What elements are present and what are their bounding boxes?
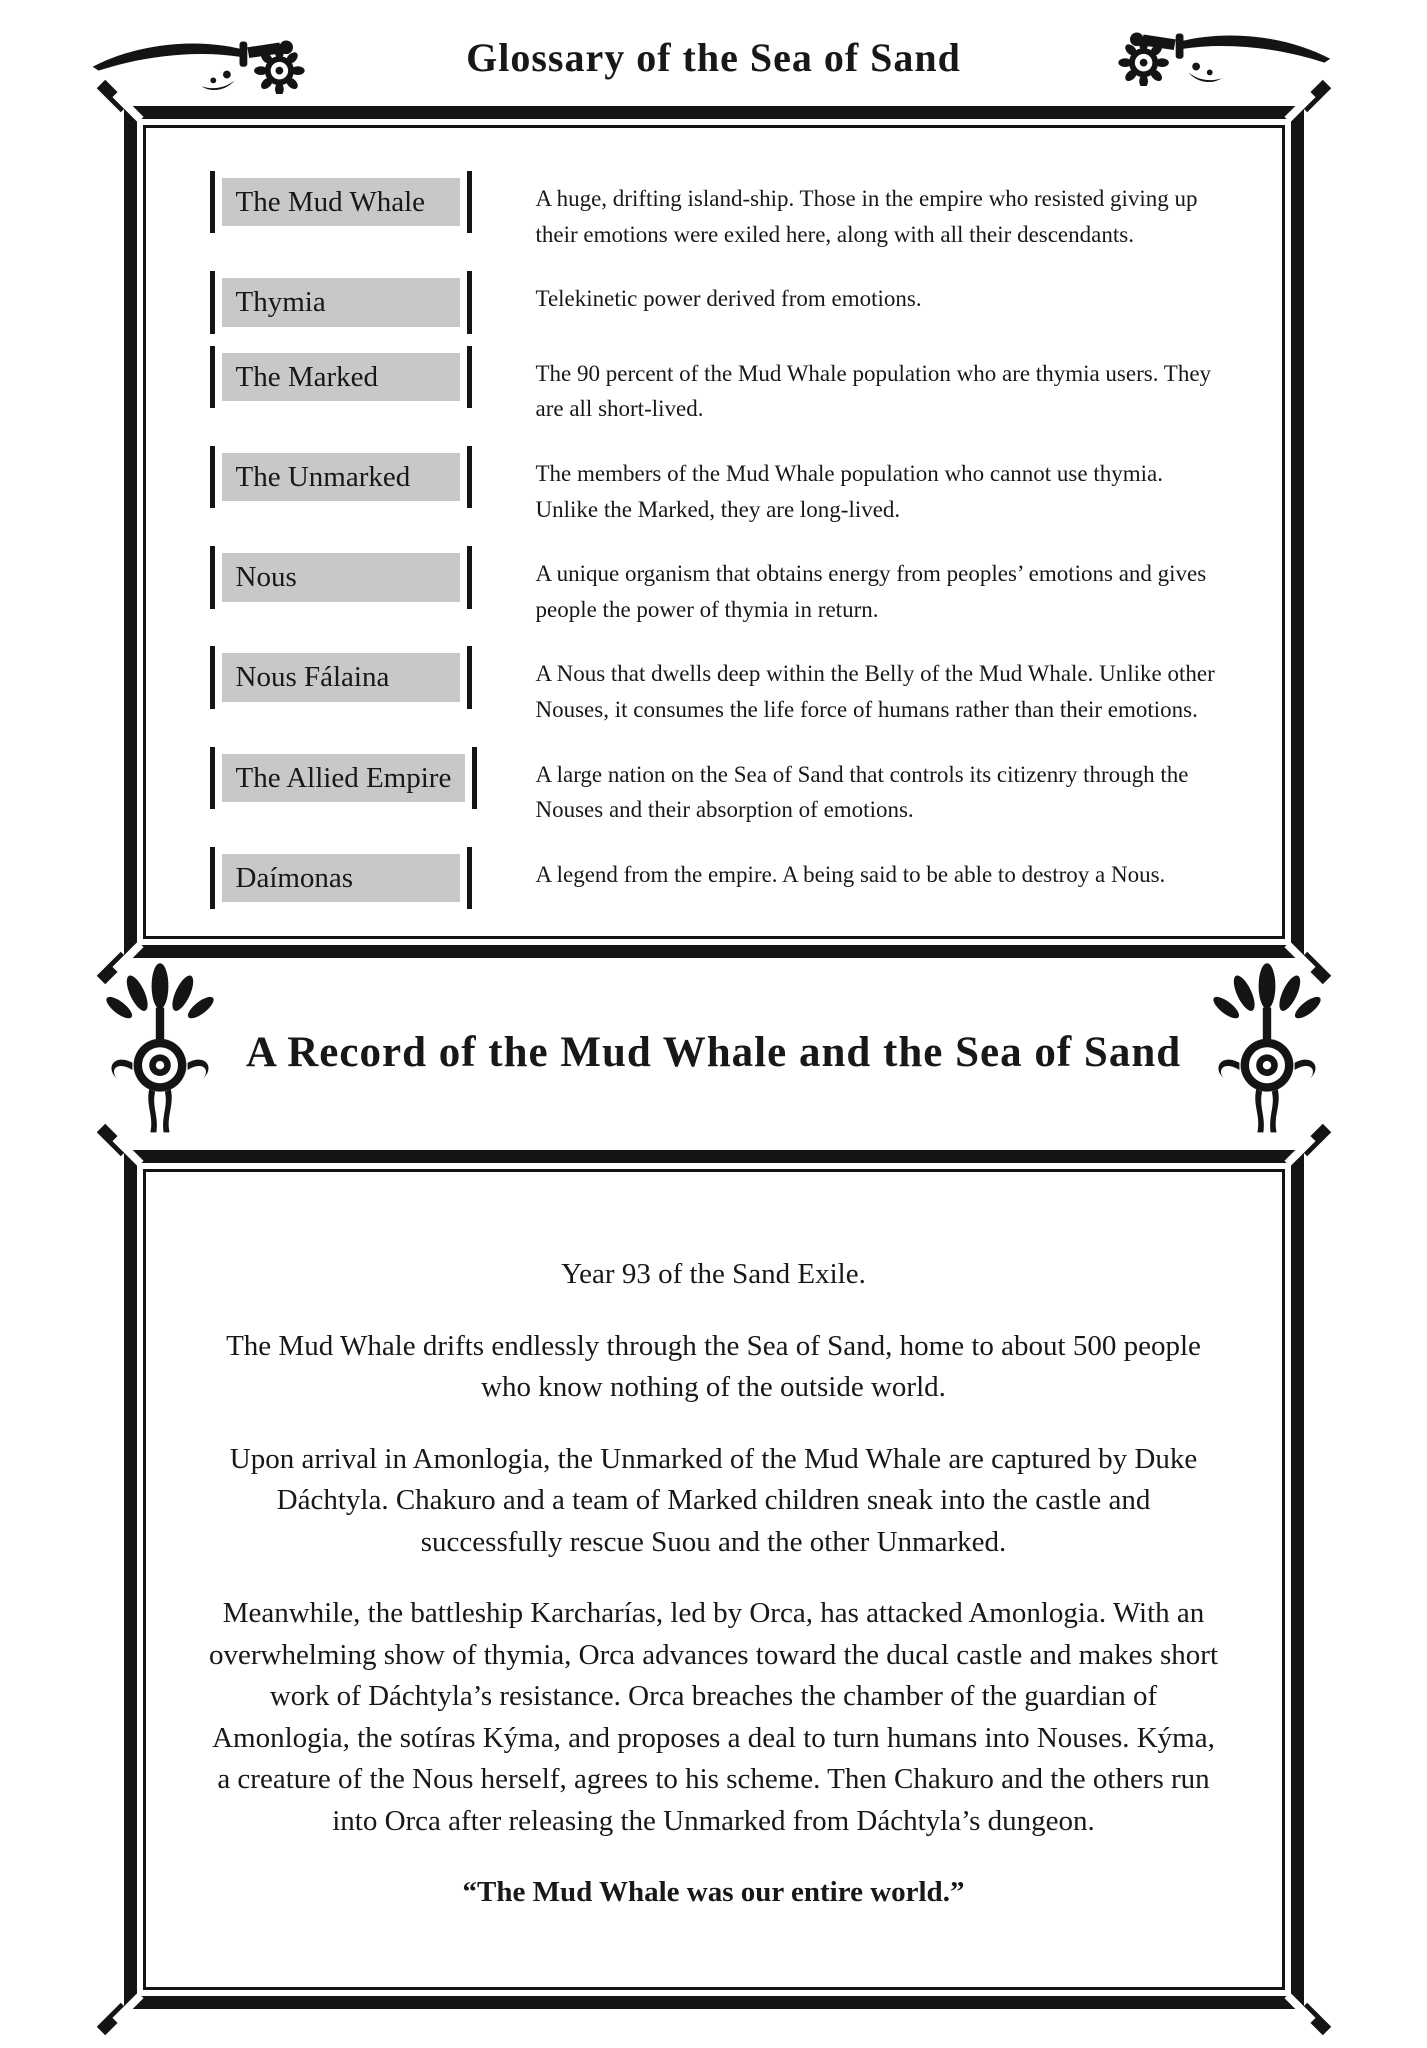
glossary-term: Nous	[222, 553, 460, 601]
glossary-entry	[208, 854, 1230, 902]
glossary-definition: Telekinetic power derived from emotions.	[535, 286, 922, 312]
record-paragraph: Meanwhile, the battleship Karcharías, led by Orca, has attacked Amonlogia. With an overwhelming show of thymia, Orca advances toward the ducal castle and makes short work of Dáchtyla’s resistance. Orca breaches the chamber of the guardian of Amonlogia, the sotíras Kýma, and proposes a deal to turn humans into Nouses. Kýma, a creature of the Nous herself, agrees to his scheme. Then Chakuro and the others run into Orca after releasing the Unmarked from Dáchtyla’s dungeon.	[208, 1597, 1219, 1837]
glossary-term-column	[208, 553, 510, 601]
record-paragraph: The Mud Whale drifts endlessly through the Sea of Sand, home to about 500 people who know nothing of the outside world.	[226, 1329, 1201, 1404]
dagger-ornament-icon	[1100, 16, 1335, 86]
glossary-term: Nous Fálaina	[222, 653, 460, 701]
glossary-definition: A Nous that dwells deep within the Belly of the Mud Whale. Unlike other Nouses, it consumes the life force of humans rather than their emotions.	[535, 661, 1215, 723]
record-title: A Record of the Mud Whale and the Sea of Sand	[245, 1029, 1182, 1077]
record-frame-inner	[143, 1169, 1285, 1990]
glossary-term-column	[208, 754, 510, 802]
record-header	[0, 958, 1427, 1150]
glossary-definition: The 90 percent of the Mud Whale population who are thymia users. They are all short-lived.	[535, 360, 1212, 422]
record-paragraph: Upon arrival in Amonlogia, the Unmarked of the Mud Whale are captured by Duke Dáchtyla. Chakuro and a team of Marked children sneak into the castle and successfully rescue Suou and the other Unmarked.	[229, 1442, 1198, 1558]
glossary-term-column	[208, 278, 510, 326]
record-panel	[124, 1150, 1304, 2009]
glossary-entry	[208, 653, 1230, 727]
manga-glossary-page	[0, 8, 1427, 2009]
glossary-term-column	[208, 453, 510, 501]
glossary-term-column	[208, 353, 510, 401]
record-paragraph: Year 93 of the Sand Exile.	[561, 1258, 866, 1291]
feather-rosette-ornament-icon	[1207, 962, 1327, 1142]
glossary-term: The Mud Whale	[222, 178, 460, 226]
glossary-definition: A large nation on the Sea of Sand that controls its citizenry through the Nouses and their absorption of emotions.	[535, 761, 1189, 823]
record-quote: “The Mud Whale was our entire world.”	[462, 1876, 965, 1908]
glossary-title: Glossary of the Sea of Sand	[466, 35, 961, 80]
glossary-term-column	[208, 854, 510, 902]
glossary-definition: The members of the Mud Whale population who cannot use thymia. Unlike the Marked, they are long-lived.	[535, 460, 1163, 522]
glossary-term: Thymia	[222, 278, 460, 326]
glossary-term: The Marked	[222, 353, 460, 401]
glossary-entry	[208, 754, 1230, 828]
glossary-entry	[208, 353, 1230, 427]
glossary-entry	[208, 178, 1230, 252]
glossary-definition: A unique organism that obtains energy from peoples’ emotions and gives people the power of thymia in return.	[535, 561, 1207, 622]
glossary-list	[208, 178, 1230, 902]
glossary-entry	[208, 453, 1230, 527]
glossary-term: The Unmarked	[222, 453, 460, 501]
glossary-header	[0, 8, 1427, 106]
glossary-term: The Allied Empire	[222, 754, 466, 802]
glossary-term-column	[208, 653, 510, 701]
glossary-entry	[208, 553, 1230, 627]
dagger-ornament-icon	[88, 24, 323, 94]
glossary-term-column	[208, 178, 510, 226]
glossary-panel	[124, 106, 1304, 958]
glossary-frame-inner	[143, 125, 1285, 939]
glossary-definition: A huge, drifting island-ship. Those in the empire who resisted giving up their emotions were exiled here, along with all their descendants.	[535, 186, 1198, 247]
glossary-entry	[208, 278, 1230, 326]
feather-rosette-ornament-icon	[100, 962, 220, 1142]
glossary-definition: A legend from the empire. A being said to be able to destroy a Nous.	[535, 862, 1166, 888]
glossary-term: Daímonas	[222, 854, 460, 902]
